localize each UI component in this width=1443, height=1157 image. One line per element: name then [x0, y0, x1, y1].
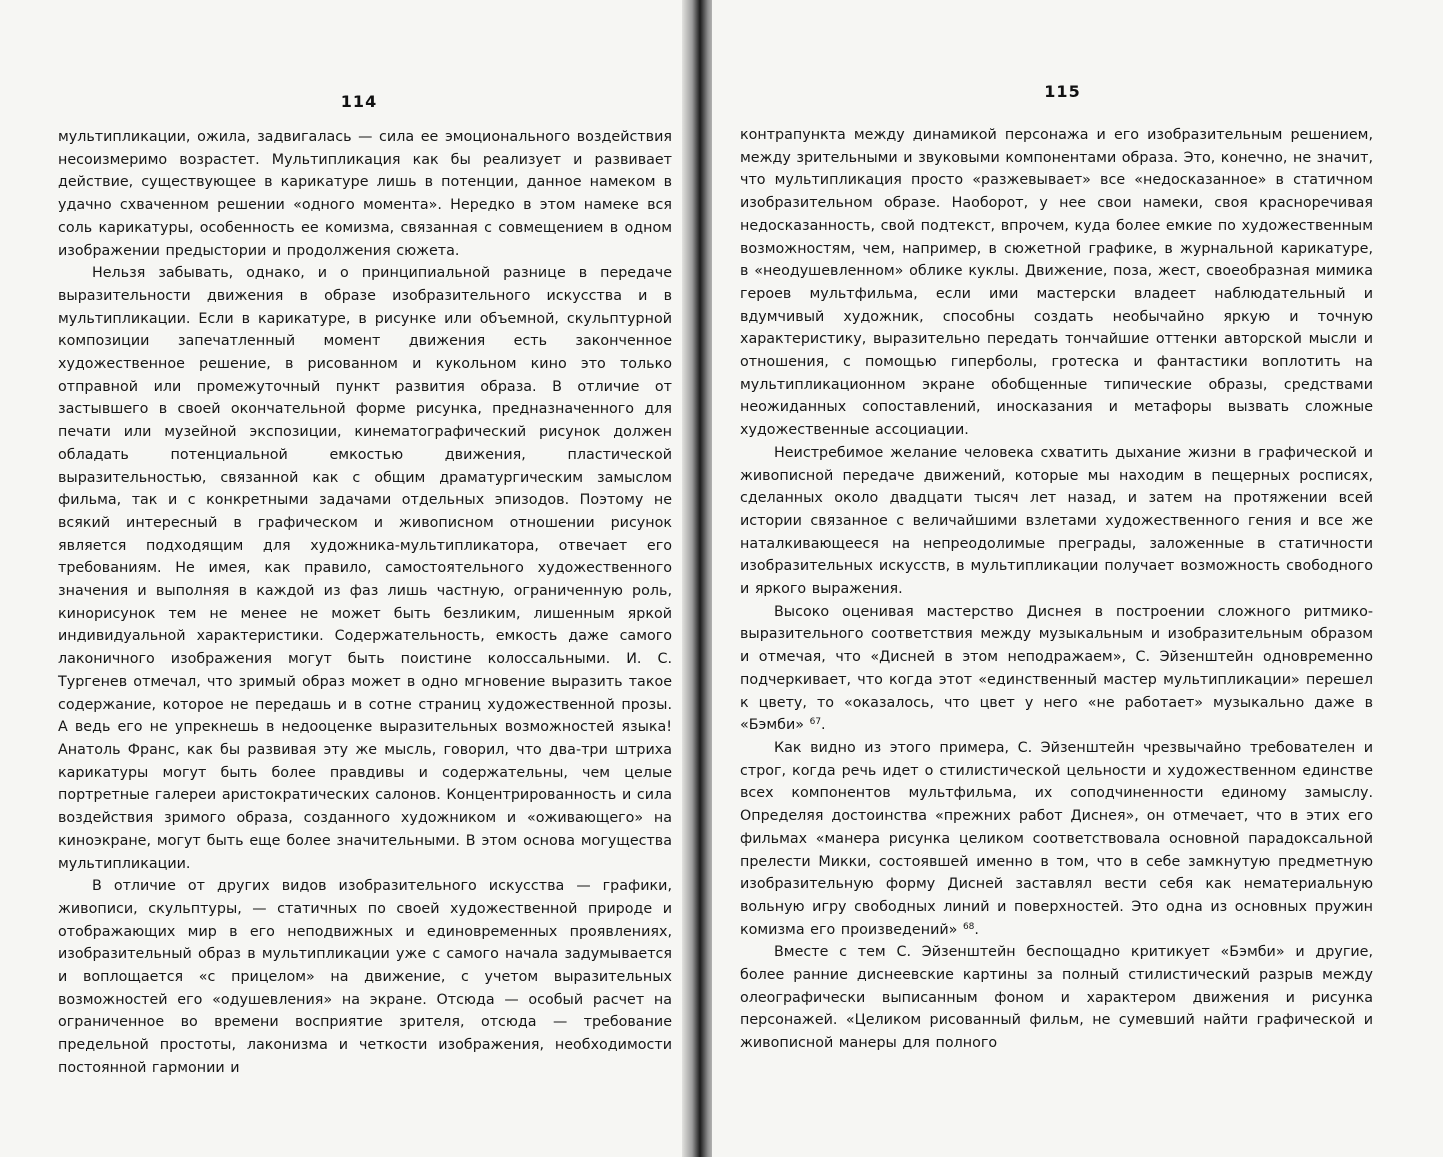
left-page-text — [58, 126, 672, 1080]
right-page-text — [740, 124, 1373, 1055]
paragraph: мультипликации, ожила, задвигалась — сила ее эмоционального воздействия несоизмеримо возрастет. Мультипликация как бы реализует и развивает действие, существующее в карикатуре лишь в потенции, данное намеком в удачно схваченном решении «одного момента». Нередко в этом намеке вся соль карикатуры, особенность ее комизма, связанная с совмещением в одном изображении предыстории и продолжения сюжета. — [58, 129, 672, 259]
paragraph: В отличие от других видов изобразительного искусства — графики, живописи, скульптуры, — статичных по своей художественной природе и отображающих мир в его неподвижных и единовременных проявлениях, изобразительный образ в мультипликации уже с самого начала задумывается и воплощается «с прицелом» на движение, с учетом выразительных возможностей его «одушевления» на экране. Отсюда — особый расчет на ограниченное во времени восприятие зрителя, отсюда — требование предельной простоты, лаконизма и четкости изображения, необходимости постоянной гармонии и — [58, 878, 672, 1076]
paragraph: Неистребимое желание человека схватить дыхание жизни в графической и живописной передаче движений, которые мы находим в пещерных росписях, сделанных около двадцати тысяч лет назад, и затем на протяжении всей истории связанное с величайшими взлетами художественного гения и все же наталкивающееся на непреодолимые преграды, заложенные в статичности изобразительных искусств, в мультипликации получает возможность свободного и яркого выражения. — [740, 444, 1373, 598]
page-number: 115 — [1044, 82, 1081, 101]
right-page — [712, 0, 1443, 1157]
left-page — [0, 0, 690, 1157]
footnote-reference: 67 — [809, 717, 822, 728]
footnote-reference: 68 — [962, 921, 975, 932]
paragraph: контрапункта между динамикой персонажа и его изобразительным решением, между зрительными и звуковыми компонентами образа. Это, конечно, не значит, что мультипликация просто «разжевывает» все «недосказанное» в статичном изобразительном образе. Наоборот, у нее свои намеки, своя красноречивая недосказанность, свой подтекст, впрочем, куда более емкие по художественным возможностям, чем, например, в сюжетной графике, в журнальной карикатуре, в «неодушевленном» облике куклы. Движение, поза, жест, своеобразная мимика героев мультфильма, если ими мастерски владеет наблюдательный и вдумчивый художник, способны создать необычайно яркую и точную характеристику, выразительно передать тончайшие оттенки авторской мысли и отношения, с помощью гиперболы, гротеска и фантастики воплотить на мультипликационном экране обобщенные типические образы, средствами неожиданных сопоставлений, иносказания и метафоры вызвать сложные художественные ассоциации. — [740, 127, 1373, 439]
paragraph: Высоко оценивая мастерство Диснея в построении сложного ритмико-выразительного соответствия между музыкальным и изобразительным образом и отмечая, что «Дисней в этом неподражаем», С. Эйзенштейн одновременно подчеркивает, что когда этот «единственный мастер мультипликации» перешел к цвету, то «оказалось, что цвет у него «не работает» музыкально даже в «Бэмби» $^{67}$. — [740, 603, 1373, 734]
paragraph: Как видно из этого примера, С. Эйзенштейн чрезвычайно требователен и строг, когда речь идет о стилистической цельности и художественном единстве всех компонентов мультфильма, их соподчиненности единому замыслу. Определяя достоинства «прежних работ Диснея», он отмечает, что в этих его фильмах «манера рисунка целиком соответствовала основной парадоксальной прелести Микки, состоявшей именно в том, что в себе замкнутую предметную изобразительную форму Дисней заставлял вести себя как нематериальную вольную игру свободных линий и поверхностей. Это одна из основных пружин комизма его произведений» $^{68}$. — [740, 739, 1373, 938]
paragraph-text: Как видно из этого примера, С. Эйзенштейн чрезвычайно требователен и строг, когда речь идет о стилистической цельности и художественном единстве всех компонентов мультфильма, их соподчиненности единому замыслу. Определяя достоинства «прежних работ Диснея», он отмечает, что в этих его фильмах «манера рисунка целиком соответствовала основной парадоксальной прелести Микки, состоявшей именно в том, что в себе замкнутую предметную изобразительную форму Дисней заставлял вести себя как нематериальную вольную игру свободных линий и поверхностей. Это одна из основных пружин комизма его произведений» — [740, 739, 1373, 938]
paragraph: Вместе с тем С. Эйзенштейн беспощадно критикует «Бэмби» и другие, более ранние диснеевские картины за полный стилистический разрыв между олеографически выписанным фоном и характером движения и рисунка персонажей. «Целиком рисованный фильм, не сумевший найти графической и живописной манеры для полного — [740, 944, 1373, 1052]
paragraph-text: Высоко оценивая мастерство Диснея в построении сложного ритмико-выразительного соответствия между музыкальным и изобразительным образом и отмечая, что «Дисней в этом неподражаем», С. Эйзенштейн одновременно подчеркивает, что когда этот «единственный мастер мультипликации» перешел к цвету, то «оказалось, что цвет у него «не работает» музыкально даже в «Бэмби» — [740, 603, 1373, 734]
page-number: 114 — [340, 92, 378, 111]
paragraph: Нельзя забывать, однако, и о принципиальной разнице в передаче выразительности движения в образе изобразительного искусства и в мультипликации. Если в карикатуре, в рисунке или объемной, скульптурной композиции запечатленный момент движения есть законченное художественное решение, в рисованном и кукольном кино это только отправной или промежуточный пункт развития образа. В отличие от застывшего в своей окончательной форме рисунка, предназначенного для печати или музейной экспозиции, кинематографический рисунок должен обладать потенциальной емкостью движения, пластической выразительностью, связанной как с общим драматургическим замыслом фильма, так и с конкретными задачами отдельных эпизодов. Поэтому не всякий интересный в графическом и живописном отношении рисунок является подходящим для художника-мультипликатора, отвечает его требованиям. Не имея, как правило, самостоятельного художественного значения и выполняя в каждой из фаз лишь частную, ограниченную роль, кинорисунок тем не менее не может быть безликим, лишенным яркой индивидуальной характеристики. Содержательность, емкость даже самого лаконичного изображения могут быть поистине колоссальными. И. С. Тургенев отмечал, что зримый образ может в одно мгновение выразить такое содержание, которое не передашь и в сотне страниц художественной прозы. А ведь его не упрекнешь в недооценке выразительных возможностей языка! Анатоль Франс, как бы развивая эту же мысль, говорил, что два-три штриха карикатуры могут быть более правдивы и содержательны, чем целые портретные галереи аристократических салонов. Концентрированность и сила воздействия зримого образа, созданного художником и «оживающего» на киноэкране, могут быть еще более значительными. В этом основа могущества мультипликации. — [58, 265, 672, 872]
